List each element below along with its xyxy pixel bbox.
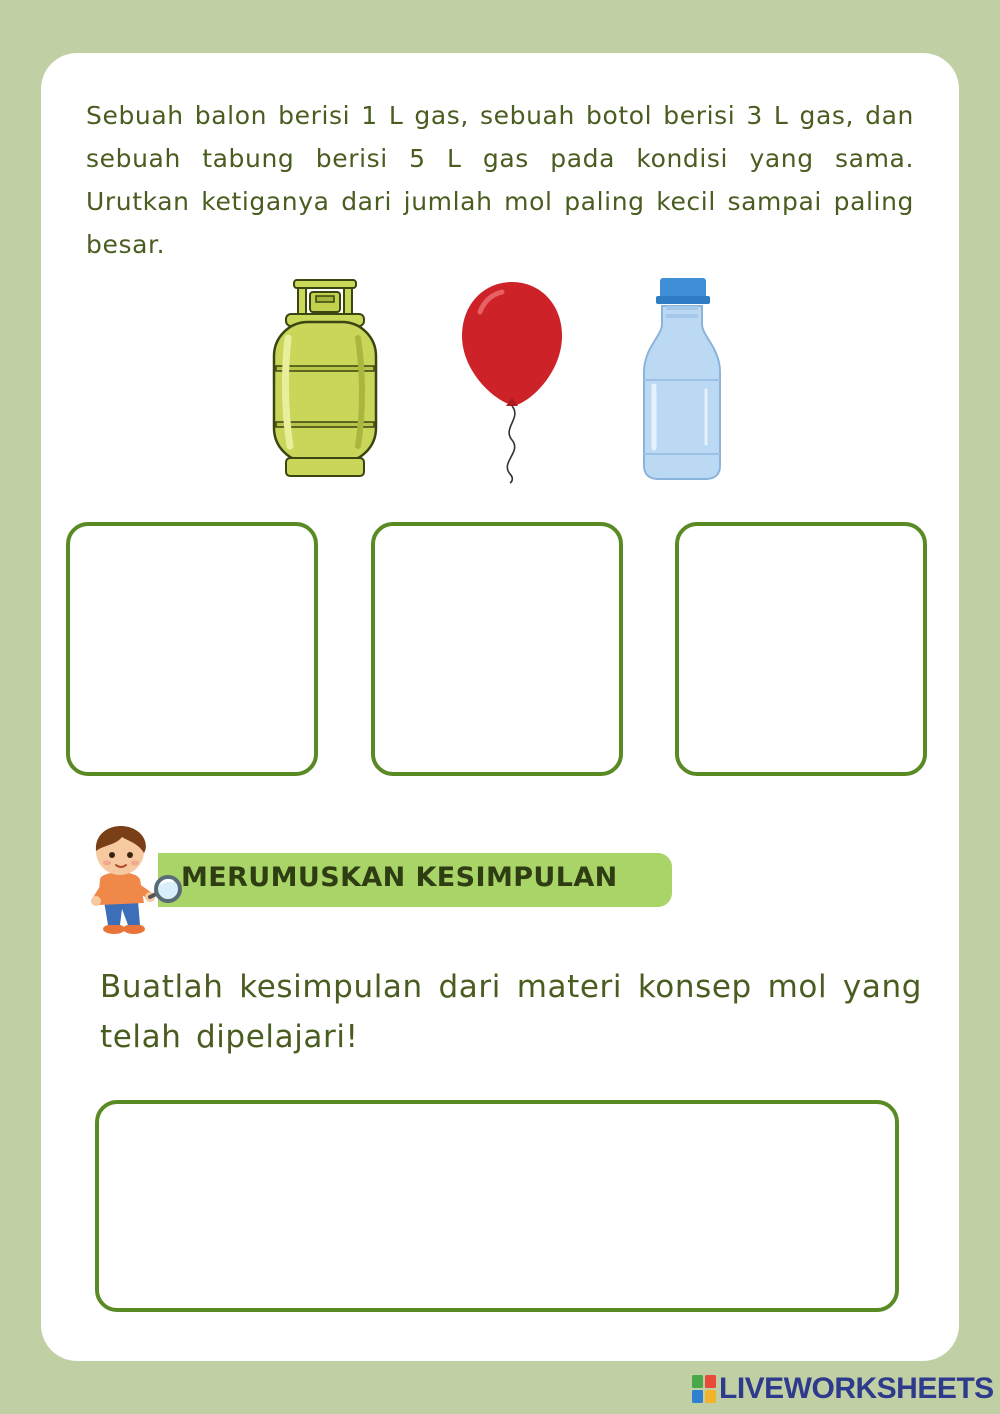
boy-magnifier-icon	[88, 823, 184, 935]
answer-box-3[interactable]	[675, 522, 927, 776]
water-bottle-icon	[640, 276, 724, 482]
section-banner-title: MERUMUSKAN KESIMPULAN	[181, 862, 618, 893]
conclusion-prompt: Buatlah kesimpulan dari materi konsep mol yang telah dipelajari!	[100, 969, 922, 1055]
conclusion-box[interactable]	[95, 1100, 899, 1312]
answer-box-2[interactable]	[371, 522, 623, 776]
liveworksheets-logo-icon	[692, 1375, 716, 1403]
question-text: Sebuah balon berisi 1 L gas, sebuah botol berisi 3 L gas, dan sebuah tabung berisi 5 L gas pada kondisi yang sama. Urutkan ketiganya dari jumlah mol paling kecil sampai paling besar.	[86, 101, 914, 259]
answer-box-1[interactable]	[66, 522, 318, 776]
brand-logo	[692, 1372, 994, 1406]
brand-text: LIVEWORKSHEETS	[719, 1372, 994, 1405]
balloon-icon	[458, 278, 566, 484]
gas-cylinder-icon	[266, 278, 382, 480]
